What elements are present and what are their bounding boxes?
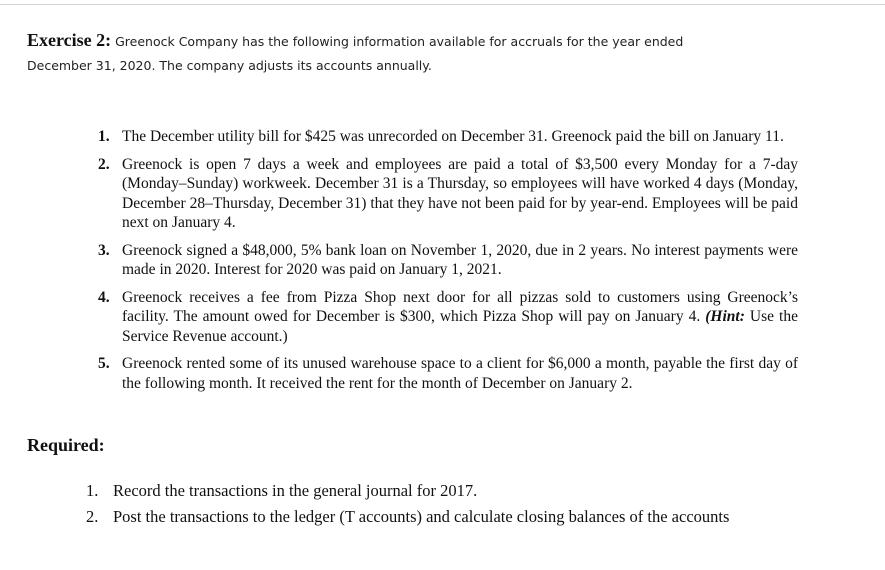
item-number: 2. xyxy=(98,155,110,173)
list-item xyxy=(98,127,798,147)
required-list xyxy=(86,480,786,532)
item-text: Post the transactions to the ledger (T accounts) and calculate closing balances of the accounts xyxy=(113,507,730,526)
hint-label: (Hint: xyxy=(705,308,745,325)
item-text: Greenock is open 7 days a week and employees are paid a total of $3,500 every Monday for a 7-day (Monday–Sunday) workweek. December 31 is a Thursday, so employees will have worked 4 days (Monday, December 28–Thursday, December 31) that they have not been paid for by year-end. Employees will be paid next on January 4. xyxy=(122,155,798,231)
top-divider xyxy=(0,4,885,5)
item-number: 5. xyxy=(98,355,110,372)
item-text: Greenock signed a $48,000, 5% bank loan on November 1, 2020, due in 2 years. No interest payments were made in 2020. Interest for 2020 was paid on January 1, 2021. xyxy=(122,241,798,278)
list-item xyxy=(98,354,798,393)
item-number: 1. xyxy=(86,481,99,500)
exercise-line2: December 31, 2020. The company adjusts its accounts annually. xyxy=(27,58,432,73)
item-number: 2. xyxy=(86,507,99,526)
item-number: 4. xyxy=(98,288,110,306)
list-item xyxy=(98,241,798,280)
list-item xyxy=(86,480,786,502)
list-item xyxy=(86,506,786,528)
item-text: The December utility bill for $425 was unrecorded on December 31. Greenock paid the bill on January 11. xyxy=(122,128,784,145)
item-number: 3. xyxy=(98,241,110,259)
required-heading: Required: xyxy=(27,435,105,455)
list-item xyxy=(98,155,798,233)
hint-text: Use the Service Revenue account.) xyxy=(122,308,798,345)
item-number: 1. xyxy=(98,128,110,145)
transaction-list xyxy=(98,127,798,401)
item-text: Record the transactions in the general journal for 2017. xyxy=(113,481,478,500)
exercise-line1: Greenock Company has the following information available for accruals for the year ended xyxy=(111,34,684,49)
item-text: Greenock rented some of its unused warehouse space to a client for $6,000 a month, payable the first day of the following month. It received the rent for the month of December on January 2. xyxy=(122,355,798,392)
exercise-label: Exercise 2: xyxy=(27,30,112,50)
item-text-main: Greenock receives a fee from Pizza Shop next door for all pizzas sold to customers using Greenock’s facility. The amount owed for December is $300, which Pizza Shop will pay on January 4. xyxy=(122,288,798,325)
item-text xyxy=(122,288,798,347)
list-item xyxy=(98,288,798,347)
exercise-intro xyxy=(27,28,867,78)
